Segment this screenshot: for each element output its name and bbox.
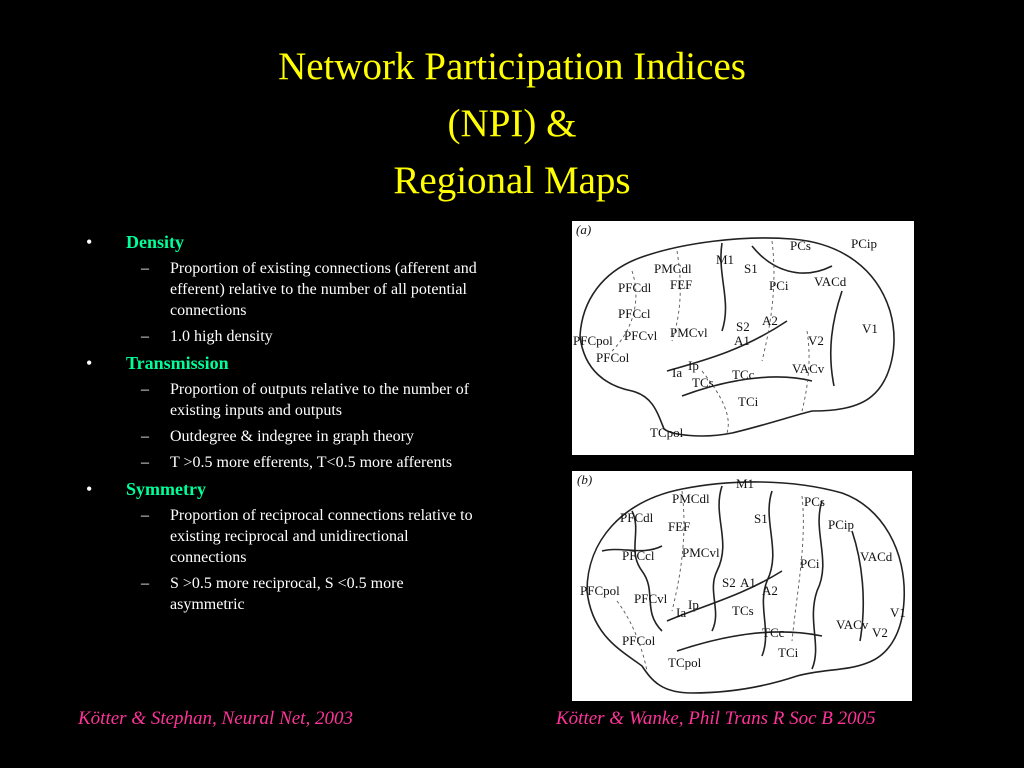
- area-label: VACd: [814, 274, 847, 289]
- area-label: PFCdl: [618, 280, 652, 295]
- sub-bullet: [86, 258, 480, 321]
- area-label: PFCcl: [618, 306, 651, 321]
- sub-bullet: [86, 326, 480, 347]
- area-label: S1: [744, 261, 758, 276]
- area-label: TCpol: [650, 425, 684, 440]
- area-label: Ia: [676, 605, 687, 620]
- bullet-symmetry: [86, 478, 486, 500]
- area-label: PFCvl: [634, 591, 668, 606]
- gyrus-b: [812, 501, 823, 669]
- area-label: Ip: [688, 358, 699, 373]
- area-label: PCip: [828, 517, 855, 532]
- lunate-sulcus-a: [831, 291, 842, 386]
- area-label: VACv: [836, 617, 869, 632]
- brain-map-b: [572, 471, 912, 701]
- citation-left: Kötter & Stephan, Neural Net, 2003: [78, 708, 353, 729]
- area-label: FEF: [668, 519, 691, 534]
- title-line-2: (NPI) &: [447, 102, 577, 145]
- dash-marker: –: [141, 381, 149, 398]
- citation-right: Kötter & Wanke, Phil Trans R Soc B 2005: [556, 708, 876, 729]
- area-label: V2: [808, 333, 824, 348]
- sub-bullet-text: Proportion of reciprocal connections relative to existing reciprocal and unidirectional connections: [170, 507, 473, 566]
- dash-marker: –: [141, 575, 149, 592]
- bullet-heading: Symmetry: [126, 479, 206, 499]
- brain-map-a: [572, 221, 914, 455]
- area-label: FEF: [670, 277, 693, 292]
- area-label: PMCvl: [670, 325, 708, 340]
- area-label: S2: [736, 319, 750, 334]
- area-label: V2: [872, 625, 888, 640]
- title-line-3: Regional Maps: [393, 159, 631, 202]
- sub-bullet-text: S >0.5 more reciprocal, S <0.5 more asymmetric: [170, 575, 404, 613]
- gyrus-b: [677, 632, 822, 651]
- area-label: PFCcl: [622, 548, 655, 563]
- sub-bullet: [86, 505, 480, 568]
- area-label: PCip: [851, 236, 878, 251]
- bullet-heading: Density: [126, 232, 184, 252]
- bullet-dot: •: [86, 353, 93, 373]
- area-label: M1: [716, 252, 735, 267]
- sub-bullet: [86, 426, 480, 447]
- sub-bullet: [86, 379, 480, 421]
- dash-marker: –: [141, 428, 149, 445]
- area-label: PFCol: [622, 633, 656, 648]
- bullet-list: [86, 226, 486, 615]
- bullet-density: [86, 231, 486, 253]
- area-label: S2: [722, 575, 736, 590]
- area-label: TCi: [738, 394, 759, 409]
- area-label: Ia: [672, 365, 683, 380]
- area-label: A2: [762, 313, 778, 328]
- area-label: PCs: [790, 238, 811, 253]
- sub-bullet-text: T >0.5 more efferents, T<0.5 more afferents: [170, 454, 453, 471]
- dash-marker: –: [141, 507, 149, 524]
- area-label: TCc: [732, 367, 755, 382]
- sub-bullet: [86, 573, 480, 615]
- area-label: V1: [890, 605, 906, 620]
- area-label: PFCpol: [573, 333, 613, 348]
- area-label: TCs: [692, 375, 714, 390]
- area-label: PFCvl: [624, 328, 658, 343]
- area-label: A1: [734, 333, 750, 348]
- sub-bullet-text: Proportion of existing connections (afferent and efferent) relative to the number of all potential connections: [170, 260, 477, 319]
- area-label: V1: [862, 321, 878, 336]
- area-label: PCs: [804, 494, 825, 509]
- area-label: PFCpol: [580, 583, 620, 598]
- dash-marker: –: [141, 260, 149, 277]
- panel-label-b: (b): [577, 472, 593, 487]
- sub-bullet-text: Proportion of outputs relative to the number of existing inputs and outputs: [170, 381, 470, 419]
- gyrus-b: [632, 511, 662, 631]
- area-label: PFCdl: [620, 510, 654, 525]
- slide-title: [0, 38, 1024, 209]
- area-label: PMCdl: [654, 261, 692, 276]
- panel-label-a: (a): [576, 222, 592, 237]
- sub-bullet-text: 1.0 high density: [170, 328, 273, 345]
- area-label: VACv: [792, 361, 825, 376]
- area-label: A1: [740, 575, 756, 590]
- area-label: S1: [754, 511, 768, 526]
- bullet-transmission: [86, 352, 486, 374]
- sub-bullet: [86, 452, 480, 473]
- area-label: PFCol: [596, 350, 630, 365]
- area-label: TCc: [762, 625, 785, 640]
- area-label: TCi: [778, 645, 799, 660]
- area-label: PCi: [769, 278, 789, 293]
- area-label: Ip: [688, 597, 699, 612]
- area-label: M1: [736, 476, 755, 491]
- brain-map-a-drawing: [572, 221, 914, 455]
- area-label: A2: [762, 583, 778, 598]
- bullet-dot: •: [86, 479, 93, 499]
- area-label: PMCvl: [682, 545, 720, 560]
- dash-marker: –: [141, 328, 149, 345]
- area-label: VACd: [860, 549, 893, 564]
- area-label: TCpol: [668, 655, 702, 670]
- bullet-dot: •: [86, 232, 93, 252]
- sub-bullet-text: Outdegree & indegree in graph theory: [170, 428, 414, 445]
- brain-map-b-drawing: [572, 471, 912, 701]
- area-label: PCi: [800, 556, 820, 571]
- dash-marker: –: [141, 454, 149, 471]
- area-label: TCs: [732, 603, 754, 618]
- area-label: PMCdl: [672, 491, 710, 506]
- title-line-1: Network Participation Indices: [278, 45, 746, 88]
- bullet-heading: Transmission: [126, 353, 229, 373]
